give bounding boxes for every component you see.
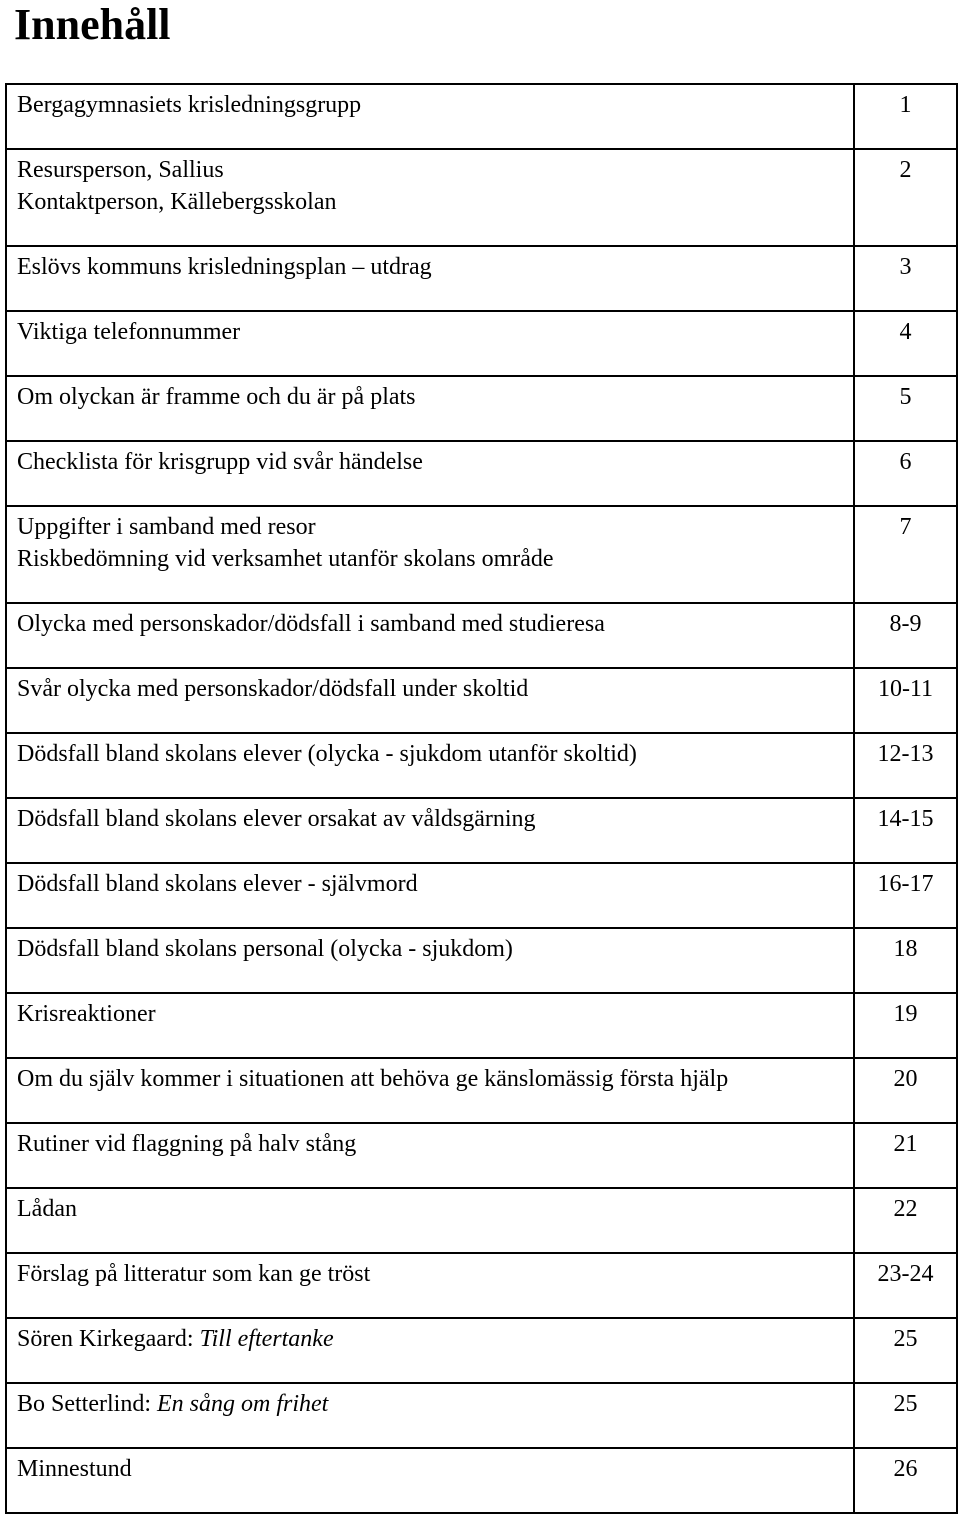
toc-entry-line: Dödsfall bland skolans personal (olycka - sjukdom)	[17, 936, 513, 962]
toc-entry-work: En sång om frihet	[157, 1391, 329, 1417]
toc-entry-author: Sören Kirkegaard:	[17, 1326, 194, 1352]
toc-entry-title	[6, 376, 854, 441]
toc-entry-line: Svår olycka med personskador/dödsfall under skoltid	[17, 676, 529, 702]
toc-entry-page: 19	[854, 993, 957, 1058]
toc-entry-title	[6, 1318, 854, 1383]
toc-entry-page: 18	[854, 928, 957, 993]
toc-row	[6, 311, 957, 376]
toc-entry-title	[6, 668, 854, 733]
table-of-contents	[5, 83, 958, 1514]
toc-entry-page: 1	[854, 84, 957, 149]
toc-row	[6, 1383, 957, 1448]
toc-entry-page: 10-11	[854, 668, 957, 733]
toc-entry-line: Dödsfall bland skolans elever (olycka - sjukdom utanför skoltid)	[17, 741, 637, 767]
toc-entry-title	[6, 1058, 854, 1123]
toc-entry-line: Dödsfall bland skolans elever orsakat av våldsgärning	[17, 806, 536, 832]
toc-entry-page: 16-17	[854, 863, 957, 928]
toc-entry-page: 20	[854, 1058, 957, 1123]
toc-row	[6, 506, 957, 603]
toc-row	[6, 246, 957, 311]
toc-entry-page: 12-13	[854, 733, 957, 798]
toc-row	[6, 441, 957, 506]
toc-entry-page: 2	[854, 149, 957, 246]
toc-entry-line: Uppgifter i samband med resor	[17, 514, 316, 540]
toc-row	[6, 1448, 957, 1513]
toc-entry-title	[6, 603, 854, 668]
toc-entry-title	[6, 311, 854, 376]
toc-row	[6, 376, 957, 441]
toc-row	[6, 733, 957, 798]
toc-entry-line: Rutiner vid flaggning på halv stång	[17, 1131, 357, 1157]
toc-entry-title	[6, 1383, 854, 1448]
toc-entry-line: Lådan	[17, 1196, 77, 1222]
toc-entry-title	[6, 1253, 854, 1318]
toc-row	[6, 1123, 957, 1188]
toc-row	[6, 149, 957, 246]
toc-row	[6, 1253, 957, 1318]
toc-entry-title	[6, 506, 854, 603]
toc-row	[6, 84, 957, 149]
toc-entry-page: 21	[854, 1123, 957, 1188]
toc-entry-page: 3	[854, 246, 957, 311]
toc-entry-line: Kontaktperson, Källebergsskolan	[17, 189, 337, 215]
toc-row	[6, 603, 957, 668]
toc-entry-line: Om olyckan är framme och du är på plats	[17, 384, 416, 410]
toc-entry-title	[6, 928, 854, 993]
toc-entry-page: 7	[854, 506, 957, 603]
toc-row	[6, 1318, 957, 1383]
toc-entry-title	[6, 246, 854, 311]
toc-entry-line: Resursperson, Sallius	[17, 157, 224, 183]
toc-row	[6, 1188, 957, 1253]
toc-row	[6, 668, 957, 733]
toc-entry-title	[6, 149, 854, 246]
toc-entry-line: Minnestund	[17, 1456, 132, 1482]
toc-entry-line: Viktiga telefonnummer	[17, 319, 241, 345]
toc-entry-page: 25	[854, 1318, 957, 1383]
toc-entry-line: Bergagymnasiets krisledningsgrupp	[17, 92, 362, 118]
toc-entry-work: Till eftertanke	[199, 1326, 334, 1352]
toc-row	[6, 928, 957, 993]
toc-entry-title	[6, 993, 854, 1058]
toc-entry-title	[6, 863, 854, 928]
toc-entry-title	[6, 1123, 854, 1188]
toc-entry-line: Om du själv kommer i situationen att behöva ge känslomässig första hjälp	[17, 1066, 729, 1092]
toc-entry-page: 22	[854, 1188, 957, 1253]
toc-entry-page: 14-15	[854, 798, 957, 863]
toc-entry-title	[6, 84, 854, 149]
toc-entry-line: Förslag på litteratur som kan ge tröst	[17, 1261, 371, 1287]
toc-entry-line: Krisreaktioner	[17, 1001, 156, 1027]
toc-entry-line: Checklista för krisgrupp vid svår händelse	[17, 449, 423, 475]
toc-entry-page: 23-24	[854, 1253, 957, 1318]
toc-row	[6, 798, 957, 863]
toc-entry-line: Riskbedömning vid verksamhet utanför skolans område	[17, 546, 554, 572]
toc-entry-line: Dödsfall bland skolans elever - självmord	[17, 871, 418, 897]
toc-entry-page: 4	[854, 311, 957, 376]
toc-row	[6, 1058, 957, 1123]
toc-entry-line: Eslövs kommuns krisledningsplan – utdrag	[17, 254, 432, 280]
toc-entry-title	[6, 441, 854, 506]
page-title: Innehåll	[14, 0, 171, 49]
toc-entry-title	[6, 1448, 854, 1513]
toc-entry-title	[6, 1188, 854, 1253]
toc-entry-page: 26	[854, 1448, 957, 1513]
toc-entry-page: 5	[854, 376, 957, 441]
toc-entry-page: 8-9	[854, 603, 957, 668]
toc-entry-author: Bo Setterlind:	[17, 1391, 151, 1417]
toc-entry-title	[6, 733, 854, 798]
toc-entry-line: Olycka med personskador/dödsfall i samband med studieresa	[17, 611, 605, 637]
toc-row	[6, 863, 957, 928]
toc-entry-page: 25	[854, 1383, 957, 1448]
toc-entry-page: 6	[854, 441, 957, 506]
toc-entry-title	[6, 798, 854, 863]
toc-row	[6, 993, 957, 1058]
